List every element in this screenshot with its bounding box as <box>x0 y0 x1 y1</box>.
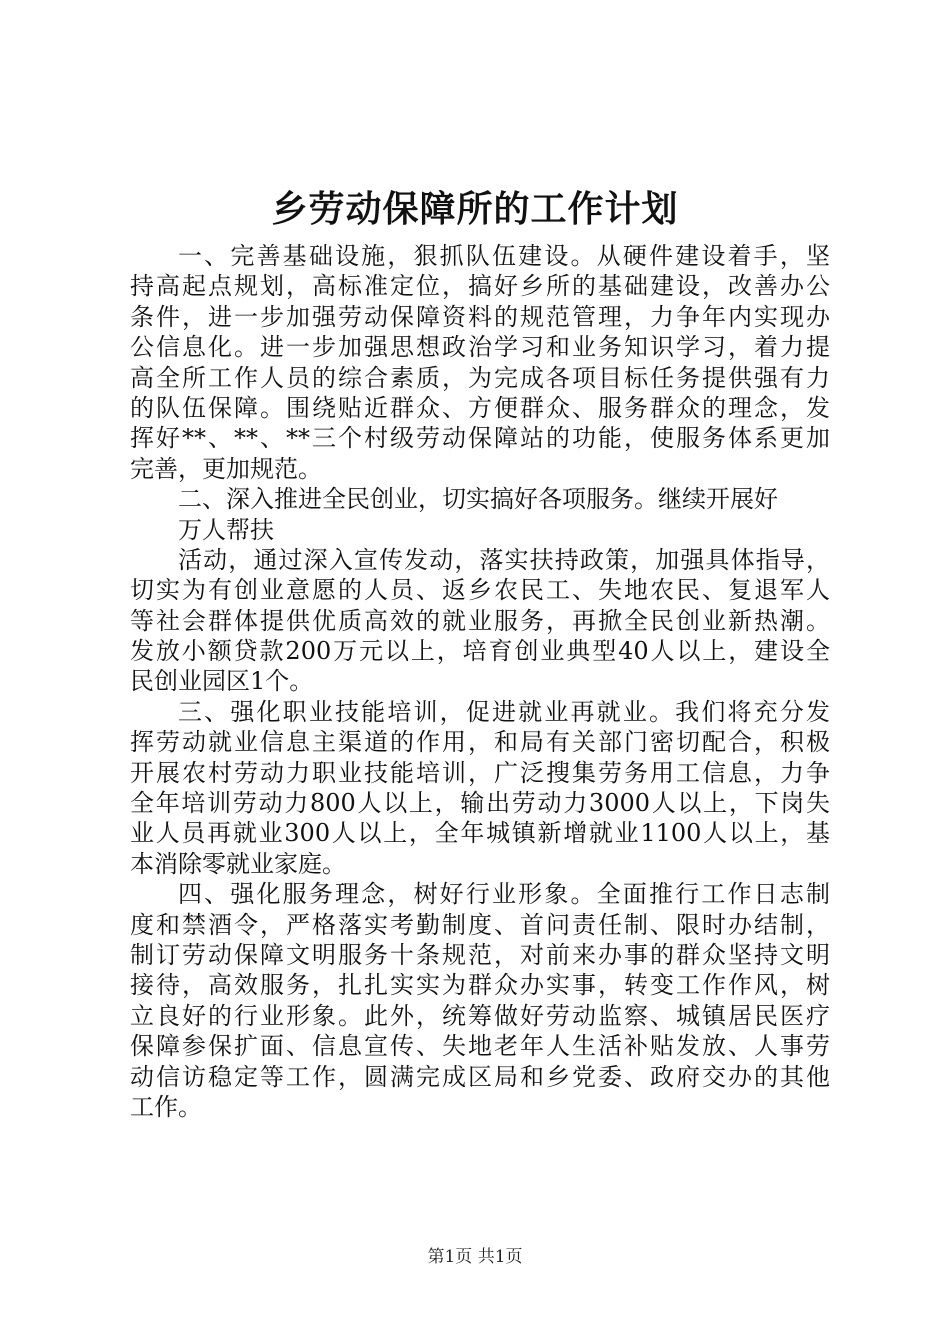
body-text-line: 万人帮扶 <box>178 515 274 544</box>
body-text-line: 业人员再就业300人以上，全年城镇新增就业1100人以上，基 <box>130 819 830 848</box>
body-text-line: 活动，通过深入宣传发动，落实扶持政策，加强具体指导， <box>178 545 830 574</box>
body-text-line: 公信息化。进一步加强思想政治学习和业务知识学习，着力提 <box>130 333 830 362</box>
body-text-line: 高全所工作人员的综合素质，为完成各项目标任务提供强有力 <box>130 363 830 392</box>
body-text-line: 本消除零就业家庭。 <box>130 849 346 878</box>
body-text-line: 全年培训劳动力800人以上，输出劳动力3000人以上，下岗失 <box>130 789 830 818</box>
body-text-line: 立良好的行业形象。此外，统筹做好劳动监察、城镇居民医疗 <box>130 1001 830 1030</box>
body-text-line: 度和禁酒令，严格落实考勤制度、首问责任制、限时办结制， <box>130 910 830 939</box>
page-title: 乡劳动保障所的工作计划 <box>271 188 679 230</box>
body-text-line: 完善，更加规范。 <box>130 454 322 483</box>
body-text-line: 二、深入推进全民创业，切实搞好各项服务。继续开展好 <box>178 485 778 514</box>
body-text-line: 民创业园区1个。 <box>130 667 314 696</box>
body-text-line: 切实为有创业意愿的人员、返乡农民工、失地农民、复退军人 <box>130 576 830 605</box>
body-text-line: 接待，高效服务，扎扎实实为群众办实事，转变工作作风，树 <box>130 971 830 1000</box>
body-text-line: 四、强化服务理念，树好行业形象。全面推行工作日志制 <box>178 880 830 909</box>
body-text-line: 保障参保扩面、信息宣传、失地老年人生活补贴发放、人事劳 <box>130 1032 830 1061</box>
body-text-line: 制订劳动保障文明服务十条规范，对前来办事的群众坚持文明 <box>130 940 830 969</box>
body-text-line: 持高起点规划，高标准定位，搞好乡所的基础建设，改善办公 <box>130 272 830 301</box>
page-footer: 第1页 共1页 <box>427 1247 523 1267</box>
document-body <box>130 241 830 1122</box>
body-text-line: 开展农村劳动力职业技能培训，广泛搜集劳务用工信息，力争 <box>130 758 830 787</box>
body-text-line: 挥好**、**、**三个村级劳动保障站的功能，使服务体系更加 <box>130 424 830 453</box>
body-text-line: 等社会群体提供优质高效的就业服务，再掀全民创业新热潮。 <box>130 606 830 635</box>
body-text-line: 一、完善基础设施，狠抓队伍建设。从硬件建设着手，坚 <box>178 242 830 270</box>
body-text-line: 的队伍保障。围绕贴近群众、方便群众、服务群众的理念，发 <box>130 393 830 422</box>
body-text-line: 三、强化职业技能培训，促进就业再就业。我们将充分发 <box>178 697 830 726</box>
body-text-line: 发放小额贷款200万元以上，培育创业典型40人以上，建设全 <box>130 637 830 666</box>
body-text-line: 挥劳动就业信息主渠道的作用，和局有关部门密切配合，积极 <box>130 728 830 757</box>
body-text-line: 工作。 <box>130 1092 202 1121</box>
body-text-line: 动信访稳定等工作，圆满完成区局和乡党委、政府交办的其他 <box>130 1062 830 1091</box>
body-text-line: 条件，进一步加强劳动保障资料的规范管理，力争年内实现办 <box>130 302 830 331</box>
